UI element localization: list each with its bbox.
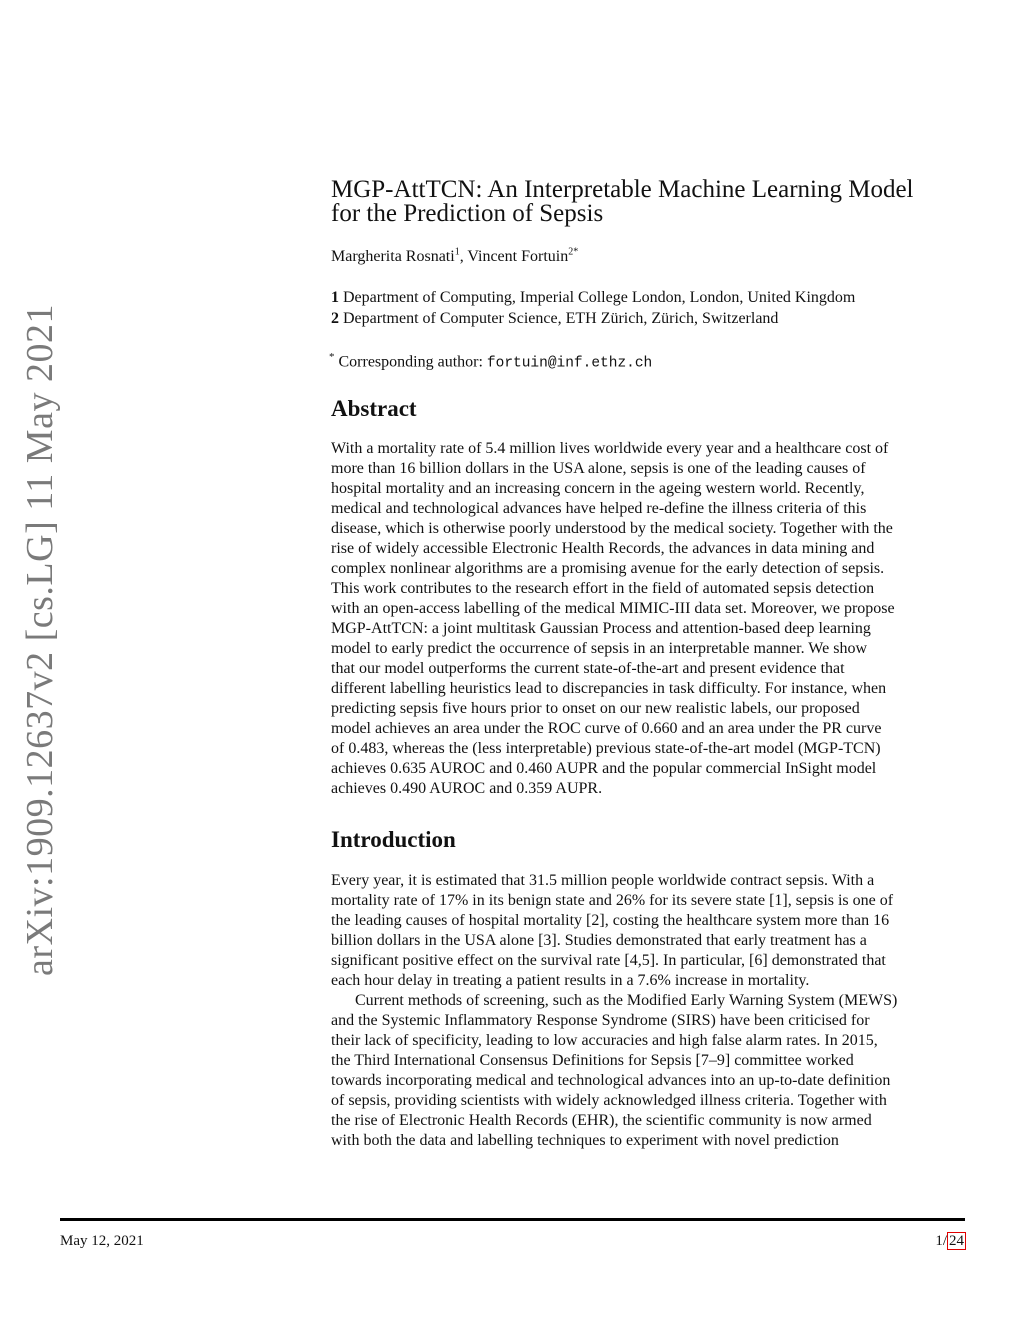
abstract-heading: Abstract: [331, 396, 417, 421]
page-number: [935, 1233, 966, 1250]
author-affiliation-mark: 1: [454, 246, 460, 258]
author-list: [331, 246, 971, 268]
author-email-link[interactable]: fortuin@inf.ethz.ch: [486, 355, 653, 372]
arxiv-id-label: arXiv:1909.12637v2 [cs.LG] 11 May 2021: [19, 304, 61, 976]
text-line: of sepsis, providing scientists with widely acknowledged illness criteria. Together with: [331, 1092, 887, 1109]
paper-title: [331, 178, 971, 226]
affiliation-item: [331, 287, 971, 308]
text-line: with an open-access labelling of the medical MIMIC-III data set. Moreover, we propose: [331, 600, 895, 617]
text-line: MGP-AttTCN: a joint multitask Gaussian Process and attention-based deep learning: [331, 620, 871, 637]
affiliation-number: 2: [331, 310, 339, 327]
text-line: predicting sepsis five hours prior to onset on our new realistic labels, our proposed: [331, 700, 860, 717]
total-pages-link[interactable]: 24: [949, 1233, 964, 1249]
title-line-2: for the Prediction of Sepsis: [331, 200, 604, 227]
author-affiliation-mark: 2*: [568, 246, 579, 258]
introduction-heading: Introduction: [331, 827, 456, 852]
text-line: that our model outperforms the current state-of-the-art and present evidence that: [331, 660, 845, 677]
text-line: with both the data and labelling techniques to experiment with novel prediction: [331, 1132, 839, 1149]
text-line: achieves 0.490 AUROC and 0.359 AUPR.: [331, 780, 603, 797]
page-current: 1/: [935, 1233, 947, 1249]
corresponding-mark: *: [329, 351, 335, 363]
footer-rule: [60, 1218, 965, 1221]
text-line: model achieves an area under the ROC curve of 0.660 and an area under the PR curve: [331, 720, 882, 737]
text-line: With a mortality rate of 5.4 million lives worldwide every year and a healthcare cost of: [331, 440, 889, 457]
abstract-body: [331, 439, 971, 799]
affiliation-number: 1: [331, 289, 339, 306]
text-line: disease, which is otherwise poorly understood by the medical society. Together with the: [331, 520, 893, 537]
corresponding-author: [329, 347, 969, 374]
text-line: rise of widely accessible Electronic Health Records, the advances in data mining and: [331, 540, 875, 557]
text-line: of 0.483, whereas the (less interpretable) previous state-of-the-art model (MGP-TCN): [331, 740, 881, 757]
text-line: billion dollars in the USA alone [3]. Studies demonstrated that early treatment has a: [331, 932, 867, 949]
text-line: towards incorporating medical and technological advances into an up-to-date definition: [331, 1072, 891, 1089]
text-line: hospital mortality and an increasing concern in the ageing western world. Recently,: [331, 480, 865, 497]
introduction-body: [331, 871, 971, 1151]
text-line: mortality rate of 17% in its benign state and 26% for its severe state [1], sepsis is one of: [331, 892, 894, 909]
text-line: achieves 0.635 AUROC and 0.460 AUPR and the popular commercial InSight model: [331, 760, 877, 777]
text-line: medical and technological advances have helped re-define the illness criteria of this: [331, 500, 867, 517]
author-separator: ,: [459, 248, 468, 265]
affiliation-text: Department of Computing, Imperial College London, London, United Kingdom: [343, 289, 856, 306]
text-line: Current methods of screening, such as the Modified Early Warning System (MEWS): [355, 992, 898, 1009]
footer-date: May 12, 2021: [60, 1233, 144, 1249]
text-line: This work contributes to the research effort in the field of automated sepsis detection: [331, 580, 875, 597]
text-line: each hour delay in treating a patient results in a 7.6% increase in mortality.: [331, 972, 810, 989]
affiliations: [331, 287, 971, 329]
author-name: Margherita Rosnati: [331, 248, 455, 265]
text-line: complex nonlinear algorithms are a promising avenue for the early detection of sepsis.: [331, 560, 885, 577]
text-line: the Third International Consensus Definitions for Sepsis [7–9] committee worked: [331, 1052, 854, 1069]
text-line: significant positive effect on the survival rate [4,5]. In particular, [6] demonstrated that: [331, 952, 886, 969]
text-line: Every year, it is estimated that 31.5 million people worldwide contract sepsis. With a: [331, 872, 875, 889]
text-line: the rise of Electronic Health Records (EHR), the scientific community is now armed: [331, 1112, 872, 1129]
corresponding-label: Corresponding author:: [338, 353, 487, 371]
text-line: different labelling heuristics lead to discrepancies in task difficulty. For instance, when: [331, 680, 887, 697]
affiliation-text: Department of Computer Science, ETH Zürich, Zürich, Switzerland: [343, 310, 779, 327]
text-line: and the Systemic Inflammatory Response Syndrome (SIRS) have been criticised for: [331, 1012, 870, 1029]
text-line: their lack of specificity, leading to low accuracies and high false alarm rates. In 2015,: [331, 1032, 878, 1049]
text-line: more than 16 billion dollars in the USA alone, sepsis is one of the leading causes of: [331, 460, 866, 477]
title-line-1: MGP-AttTCN: An Interpretable Machine Learning Model: [331, 176, 914, 203]
text-line: model to early predict the occurrence of sepsis in an interpretable manner. We show: [331, 640, 867, 657]
text-line: the leading causes of hospital mortality [2], costing the healthcare system more than 16: [331, 912, 890, 929]
author-name: Vincent Fortuin: [467, 248, 569, 265]
affiliation-item: [331, 308, 971, 329]
